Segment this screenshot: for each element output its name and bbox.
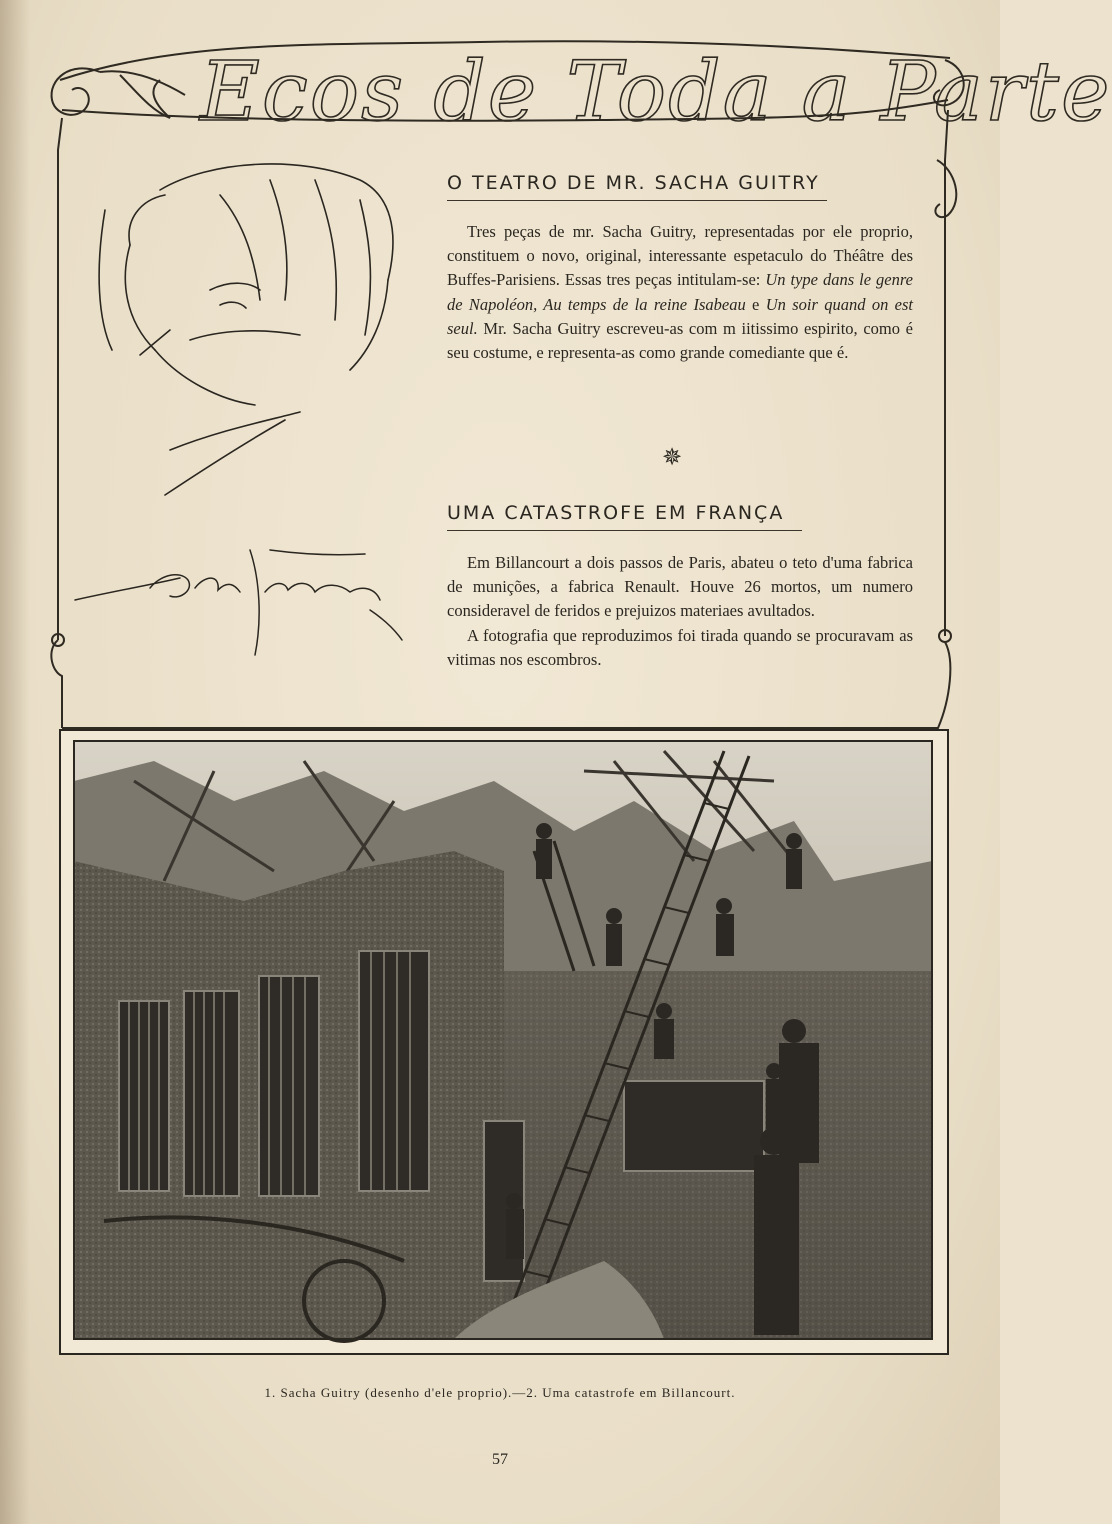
- photo-rendering: [74, 741, 932, 1339]
- article-2-heading-text: UMA CATASTROFE EM FRANÇA: [447, 502, 785, 524]
- play-title-2: Au temps de la reine Isabeau: [537, 294, 746, 314]
- play-title-1: Un type dans le genre de Napoléon,: [447, 270, 913, 314]
- photo-caption: 1. Sacha Guitry (desenho d'ele proprio).—2. Uma catastrofe em Billancourt.: [264, 1385, 736, 1400]
- article-1-heading: [447, 172, 827, 201]
- article-2-body: [447, 551, 913, 672]
- article-1-body: [447, 220, 913, 365]
- article-1-text-a: Tres peças de mr. Sacha Guitry, representadas por ele proprio, constituem o novo, original, interessante espetaculo do Théâtre des Buffes-Parisiens. Essas tres peças intitulam-se:: [447, 222, 913, 290]
- section-divider-asterism: ✵: [662, 443, 683, 471]
- heading-underline: [447, 530, 802, 531]
- masthead-title: Ecos de Toda a Parte: [200, 45, 1112, 140]
- article-1-text-b: e: [745, 294, 766, 314]
- billancourt-photograph: [74, 741, 932, 1339]
- article-2-heading: [447, 502, 802, 531]
- page-number: 57: [492, 1451, 508, 1468]
- article-1-heading-text: O TEATRO DE MR. SACHA GUITRY: [447, 172, 820, 194]
- photo-frame: [59, 729, 949, 1355]
- article-2-paragraph-2: A fotografia que reproduzimos foi tirada quando se procuravam as vitimas nos escombros.: [447, 625, 913, 669]
- heading-underline: [447, 200, 827, 201]
- article-1-text-c: Mr. Sacha Guitry escreveu-as com m iitissimo espirito, como é seu costume, e representa-as como grande comediante que é.: [447, 318, 913, 363]
- article-2-paragraph-1: Em Billancourt a dois passos de Paris, abateu o teto d'uma fabrica de munições, a fabrica Renault. Houve 26 mortos, um numero consideravel de feridos e prejuizos materiaes avultados.: [447, 553, 913, 621]
- article-1-paragraph: [447, 220, 913, 365]
- signature: [70, 530, 410, 660]
- play-title-3: Un soir quand on est seul.: [447, 294, 913, 338]
- caricature-drawing: [70, 150, 420, 510]
